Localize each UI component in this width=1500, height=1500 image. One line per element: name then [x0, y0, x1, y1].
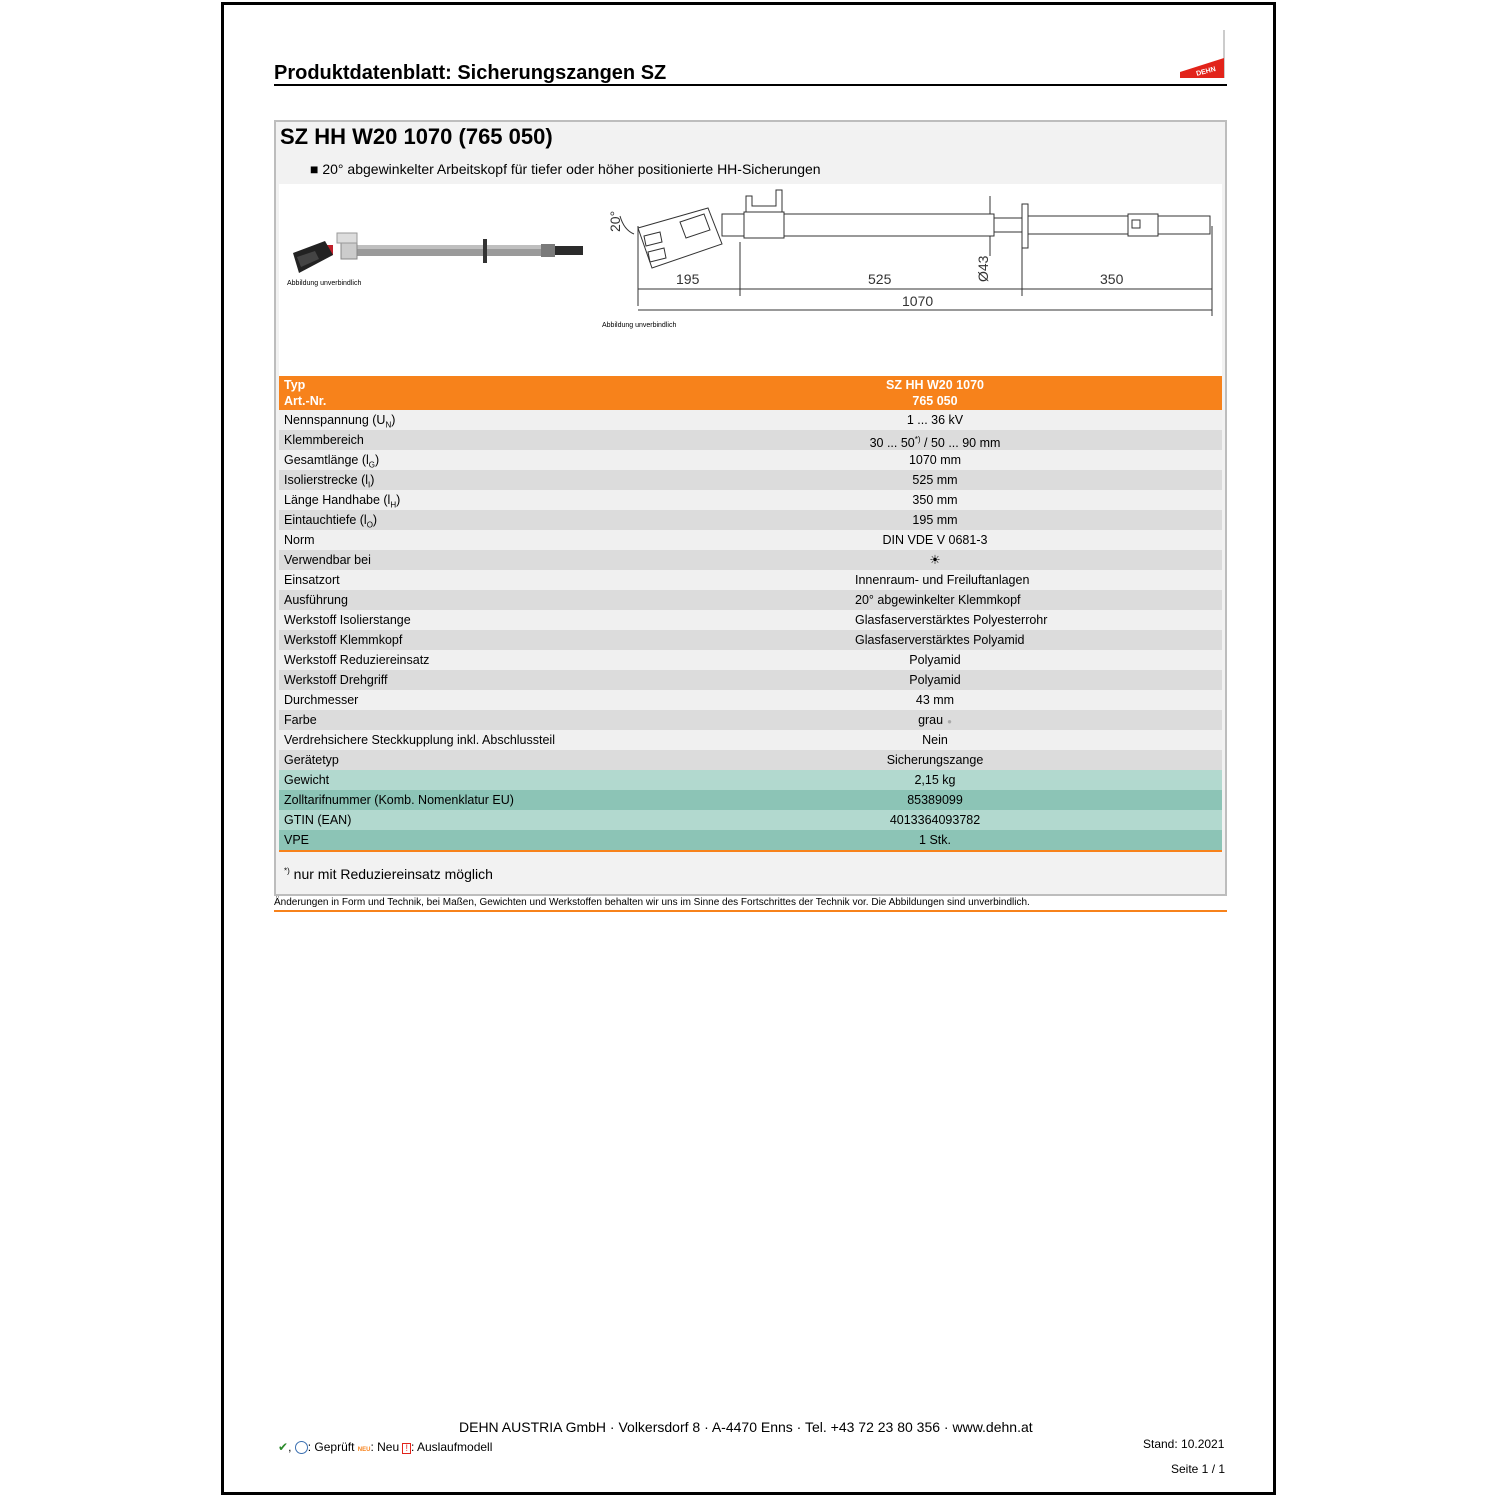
- legend-discontinued: : Auslaufmodell: [411, 1440, 493, 1454]
- footnote: [284, 866, 493, 882]
- grey-dot-icon: ●: [947, 717, 952, 726]
- table-row: [279, 530, 1222, 550]
- company-info: DEHN AUSTRIA GmbH · Volkersdorf 8 · A-4470 Enns · Tel. +43 72 23 80 356 · www.dehn.at: [459, 1419, 1033, 1435]
- row-label: Gerätetyp: [284, 753, 339, 767]
- row-label: Werkstoff Isolierstange: [284, 613, 411, 627]
- row-value: ☀: [929, 553, 941, 567]
- table-row: [279, 410, 1222, 430]
- photo-caption: Abbildung unverbindlich: [287, 280, 362, 287]
- table-bottom-rule: [279, 850, 1222, 852]
- tested-seal-icon: [295, 1441, 308, 1454]
- row-value: grau ●: [918, 713, 952, 727]
- table-row: [279, 630, 1222, 650]
- discontinued-icon: !: [402, 1443, 411, 1454]
- row-label: Werkstoff Klemmkopf: [284, 633, 403, 647]
- page-number: Seite 1 / 1: [1171, 1462, 1226, 1476]
- legend-tested: : Geprüft: [307, 1440, 355, 1454]
- title-rule: [274, 84, 1227, 86]
- row-value: 1 Stk.: [919, 833, 951, 847]
- drawing-caption: Abbildung unverbindlich: [602, 322, 677, 329]
- product-bullet: [310, 161, 821, 177]
- legend-new: : Neu: [370, 1440, 400, 1454]
- table-row: [279, 490, 1222, 510]
- table-rows: [279, 410, 1222, 850]
- stand-date: Stand: 10.2021: [1143, 1437, 1225, 1451]
- table-row: [279, 730, 1222, 750]
- row-value: 525 mm: [912, 473, 958, 487]
- table-row: [279, 810, 1222, 830]
- table-row: [279, 650, 1222, 670]
- dim-diameter: Ø43: [975, 255, 991, 282]
- row-value: DIN VDE V 0681-3: [882, 533, 988, 547]
- row-value: Polyamid: [909, 673, 961, 687]
- table-row: [279, 790, 1222, 810]
- row-label: Farbe: [284, 713, 317, 727]
- check-icon: ✔: [278, 1440, 289, 1454]
- row-value: Sicherungszange: [886, 753, 984, 767]
- dim-handle: 350: [1100, 271, 1124, 287]
- dim-head: 195: [676, 271, 700, 287]
- footnote-text: nur mit Reduziereinsatz möglich: [289, 866, 493, 882]
- table-row: [279, 610, 1222, 630]
- row-label: VPE: [284, 833, 310, 847]
- logo-text: DEHN: [1195, 65, 1217, 78]
- page-title: Produktdatenblatt: Sicherungszangen SZ: [274, 62, 667, 84]
- row-label: Werkstoff Drehgriff: [284, 673, 388, 687]
- row-label: Verwendbar bei: [284, 553, 371, 567]
- row-label: Klemmbereich: [284, 433, 364, 447]
- dim-total: 1070: [902, 293, 934, 309]
- table-row: [279, 470, 1222, 490]
- row-value: 1070 mm: [908, 453, 962, 467]
- table-row: [279, 690, 1222, 710]
- bullet-marker: ■: [310, 161, 323, 177]
- row-value: 4013364093782: [889, 813, 981, 827]
- bullet-text: 20° abgewinkelter Arbeitskopf für tiefer oder höher positionierte HH-Sicherungen: [322, 161, 821, 177]
- row-value: 85389099: [907, 793, 963, 807]
- row-value: Polyamid: [909, 653, 961, 667]
- row-label: Gewicht: [284, 773, 330, 787]
- row-value: Glasfaserverstärktes Polyamid: [855, 633, 1025, 647]
- row-label: Zolltarifnummer (Komb. Nomenklatur EU): [284, 793, 514, 807]
- row-label: Länge Handhabe $(l_H)$: [284, 493, 401, 510]
- spec-table: [279, 376, 1222, 852]
- table-row: [279, 450, 1222, 470]
- row-label: Verdrehsichere Steckkupplung inkl. Abschlussteil: [284, 733, 555, 747]
- row-value: 350 mm: [912, 493, 958, 507]
- product-title: SZ HH W20 1070 (765 050): [280, 124, 553, 149]
- table-row: [279, 570, 1222, 590]
- table-row: [279, 710, 1222, 730]
- art-label: Art.-Nr.: [284, 394, 327, 408]
- row-value: 30 ... 50*) / 50 ... 90 mm: [869, 435, 1001, 451]
- table-row: [279, 830, 1222, 850]
- status-legend: [278, 1440, 492, 1454]
- table-row: [279, 770, 1222, 790]
- row-value: 1 ... 36 kV: [906, 413, 964, 427]
- row-label: Einsatzort: [284, 573, 340, 587]
- row-label: Gesamtlänge $(l_G)$: [284, 453, 380, 470]
- row-label: Isolierstrecke $(l_I)$: [284, 473, 375, 490]
- table-row: [279, 670, 1222, 690]
- dehn-logo: [1176, 30, 1226, 80]
- row-value: 195 mm: [912, 513, 958, 527]
- technical-drawing: [600, 186, 1220, 321]
- table-row: [279, 430, 1222, 450]
- row-label: Nennspannung $(U_N)$: [284, 413, 396, 430]
- table-row: [279, 550, 1222, 570]
- table-row: [279, 510, 1222, 530]
- row-value: 2,15 kg: [914, 773, 956, 787]
- table-header: [279, 376, 1222, 410]
- row-label: GTIN (EAN): [284, 813, 352, 827]
- dim-rod: 525: [868, 271, 892, 287]
- new-badge-icon: NEU: [357, 1447, 371, 1453]
- product-photo: [285, 225, 590, 280]
- row-value: 20° abgewinkelter Klemmkopf: [855, 593, 1021, 607]
- row-label: Durchmesser: [284, 693, 359, 707]
- dim-angle: 20°: [607, 210, 623, 232]
- row-label: Werkstoff Reduziereinsatz: [284, 653, 430, 667]
- footnote-mark: *): [284, 866, 290, 876]
- legend-sep: ,: [288, 1440, 292, 1454]
- row-value: Nein: [922, 733, 948, 747]
- typ-label: Typ: [284, 378, 306, 392]
- disclaimer-rule: [274, 910, 1227, 912]
- table-row: [279, 750, 1222, 770]
- row-value: Innenraum- und Freiluftanlagen: [855, 573, 1030, 587]
- disclaimer: Änderungen in Form und Technik, bei Maßen, Gewichten und Werkstoffen behalten wir uns im Sinne des Fortschrittes der Technik vor. Die Abbildungen sind unverbindlich.: [274, 897, 1030, 908]
- art-value: 765 050: [912, 394, 958, 408]
- table-row: [279, 590, 1222, 610]
- row-label: Norm: [284, 533, 315, 547]
- row-value: Glasfaserverstärktes Polyesterrohr: [855, 613, 1048, 627]
- typ-value: SZ HH W20 1070: [886, 378, 984, 392]
- row-value: 43 mm: [915, 693, 955, 707]
- row-label: Ausführung: [284, 593, 348, 607]
- row-label: Eintauchtiefe $(l_O)$: [284, 513, 378, 530]
